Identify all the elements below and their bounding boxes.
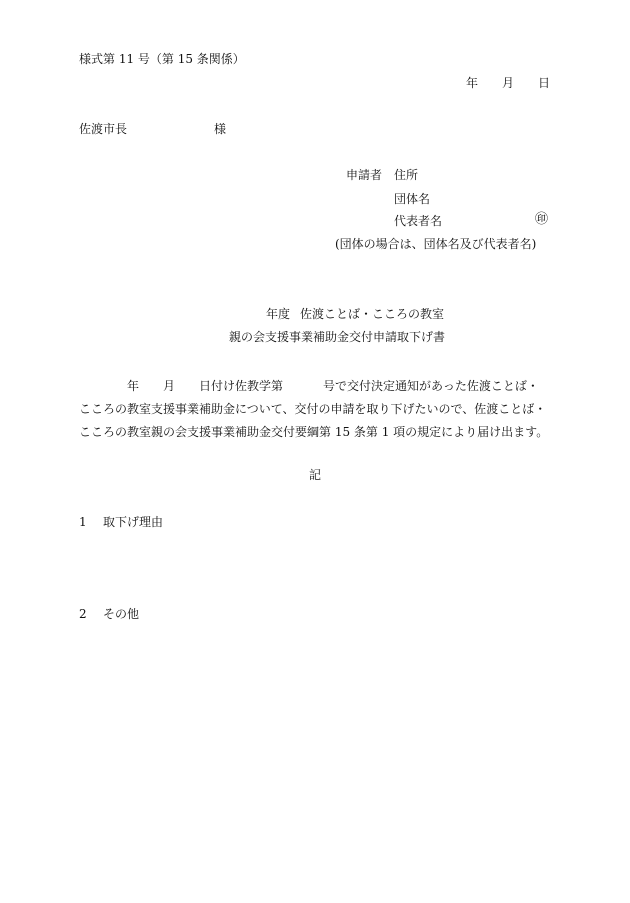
- document-title-line2: 親の会支援事業補助金交付申請取下げ書: [229, 330, 446, 344]
- item-number: 1: [79, 515, 87, 529]
- item-label: その他: [103, 607, 140, 621]
- addressee-honorific: 様: [214, 122, 227, 136]
- date-day: 日: [537, 76, 550, 90]
- org-name-label: 団体名: [394, 192, 431, 206]
- representative-label: 代表者名: [394, 214, 443, 228]
- body-date-prefix: 日付け佐教学第: [199, 379, 284, 393]
- body-line-1: [79, 375, 559, 398]
- body-number-suffix: 号で交付決定通知があった佐渡ことば・: [323, 379, 539, 393]
- body-text: [79, 375, 559, 444]
- seal-mark: ㊞: [535, 212, 549, 227]
- item-other: [79, 606, 139, 622]
- body-line-2: こころの教室支援事業補助金について、交付の申請を取り下げたいので、佐渡ことば・: [79, 402, 547, 416]
- applicant-label: 申請者: [346, 168, 383, 182]
- address-label: 住所: [394, 168, 419, 182]
- date-year: 年: [465, 76, 478, 90]
- item-number: 2: [79, 607, 87, 621]
- date-line: [466, 75, 550, 91]
- form-number: 様式第 11 号（第 15 条関係）: [79, 52, 245, 66]
- title-fiscal-year: 年度: [266, 307, 291, 321]
- applicant-note: (団体の場合は、団体名及び代表者名): [335, 237, 537, 251]
- addressee: [79, 121, 227, 137]
- body-line-3: こころの教室親の会支援事業補助金交付要綱第 15 条第 1 項の規定により届け出ます。: [79, 425, 549, 439]
- body-month: 月: [163, 379, 176, 393]
- ki-heading: 記: [309, 468, 322, 482]
- item-withdrawal-reason: [79, 514, 163, 530]
- title-program: 佐渡ことば・こころの教室: [300, 307, 445, 321]
- document-title-line1: [266, 306, 444, 322]
- body-year: 年: [127, 379, 140, 393]
- addressee-name: 佐渡市長: [79, 122, 128, 136]
- item-label: 取下げ理由: [103, 515, 164, 529]
- date-month: 月: [501, 76, 514, 90]
